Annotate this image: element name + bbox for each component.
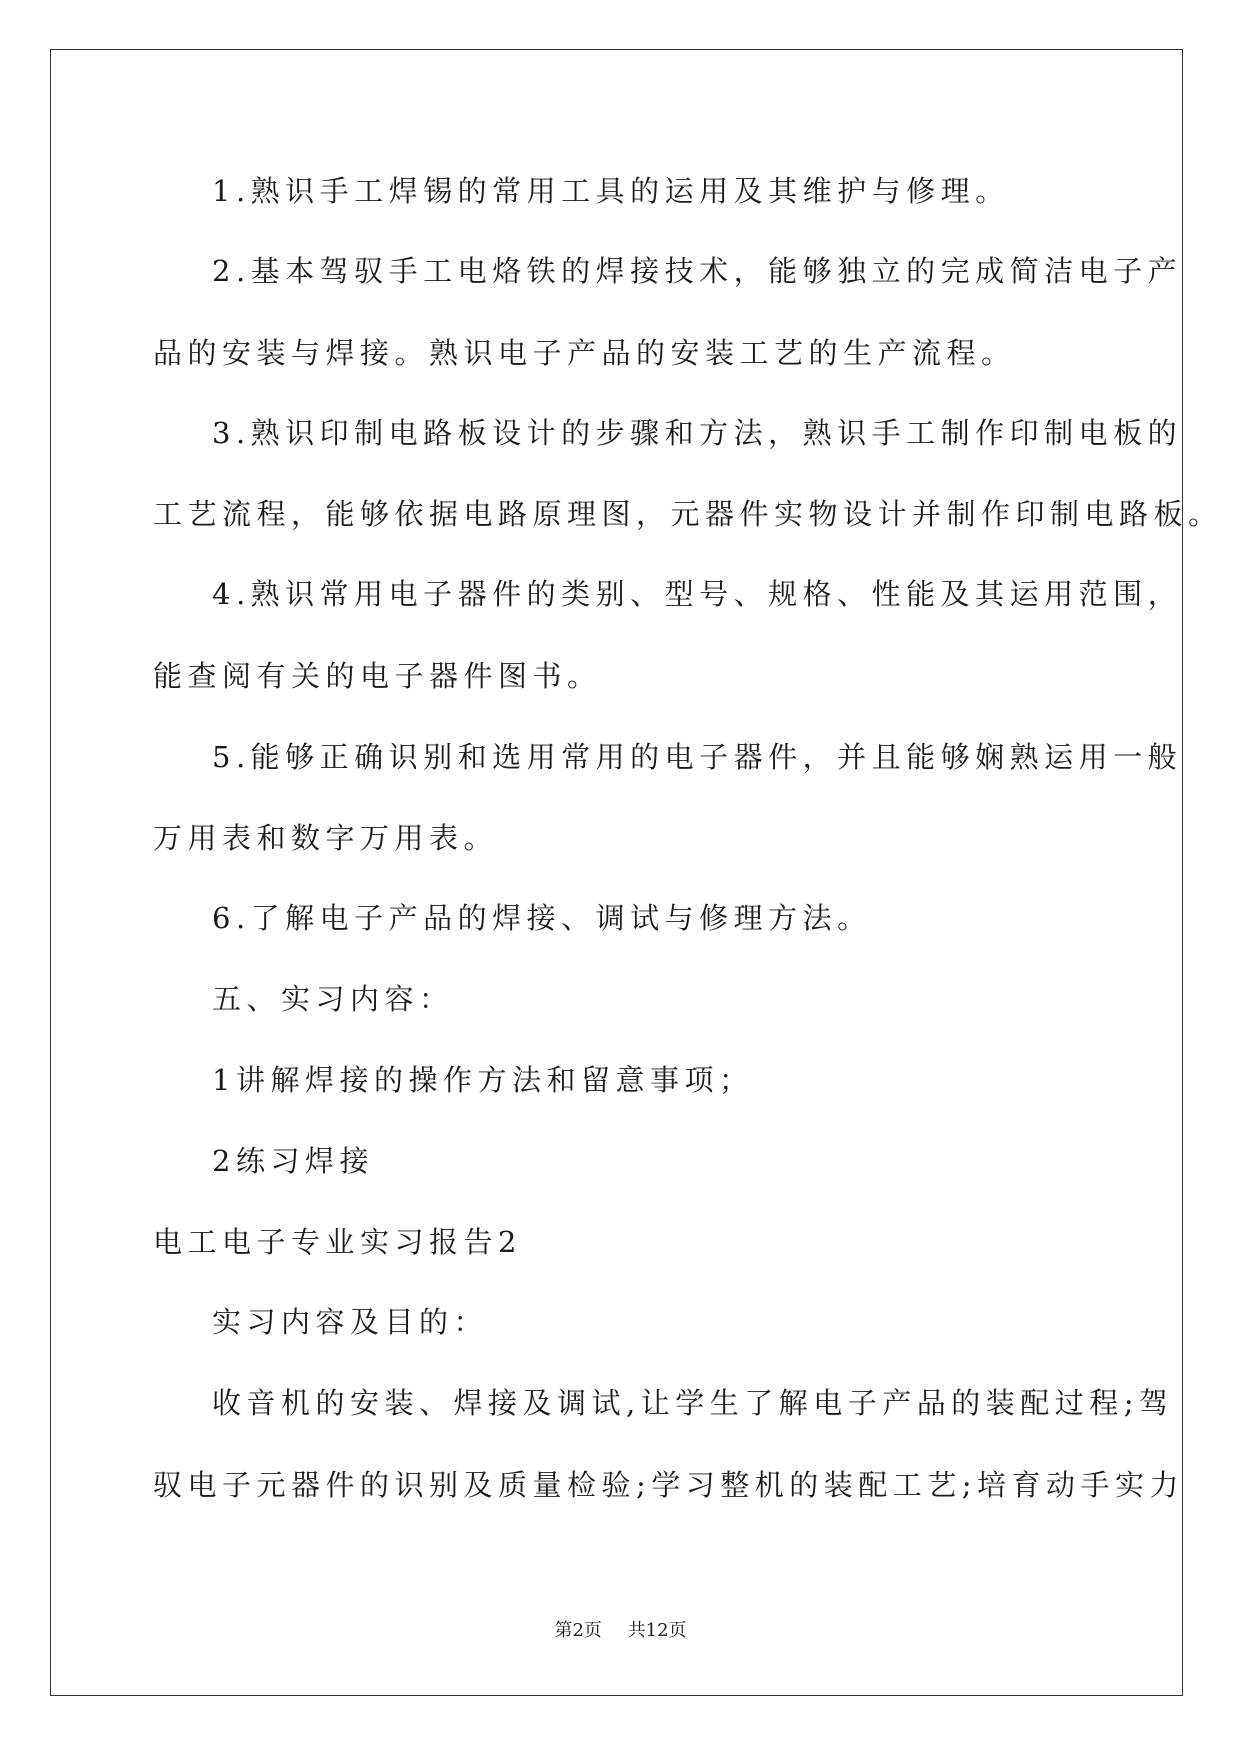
paragraph-line: 驭电子元器件的识别及质量检验;学习整机的装配工艺;培育动手实力	[153, 1468, 1185, 1502]
paragraph-line: 1.熟识手工焊锡的常用工具的运用及其维护与修理。	[212, 174, 1010, 208]
paragraph-line: 能查阅有关的电子器件图书。	[153, 659, 602, 693]
paragraph-line: 万用表和数字万用表。	[153, 821, 499, 855]
paragraph-line: 2.基本驾驭手工电烙铁的焊接技术，能够独立的完成简洁电子产	[212, 254, 1183, 288]
paragraph-line: 3.熟识印制电路板设计的步骤和方法，熟识手工制作印制电板的	[212, 416, 1183, 450]
page-number: 第2页	[554, 1620, 602, 1641]
page-footer	[0, 1620, 1241, 1642]
paragraph-line: 收音机的安装、焊接及调试,让学生了解电子产品的装配过程;驾	[212, 1386, 1174, 1420]
paragraph-line: 5.能够正确识别和选用常用的电子器件，并且能够娴熟运用一般	[212, 740, 1183, 774]
paragraph-line: 1讲解焊接的操作方法和留意事项；	[212, 1063, 754, 1097]
page-total: 共12页	[627, 1620, 687, 1641]
paragraph-line: 工艺流程，能够依据电路原理图，元器件实物设计并制作印制电路板。	[153, 497, 1223, 531]
report-title: 电工电子专业实习报告2	[153, 1225, 522, 1259]
paragraph-line: 6.了解电子产品的焊接、调试与修理方法。	[212, 901, 872, 935]
paragraph-line: 2练习焊接	[212, 1144, 374, 1178]
page-border	[50, 49, 1183, 1696]
section-heading: 五、实习内容：	[212, 982, 454, 1016]
section-heading: 实习内容及目的：	[212, 1305, 489, 1339]
paragraph-line: 品的安装与焊接。熟识电子产品的安装工艺的生产流程。	[153, 336, 1016, 370]
paragraph-line: 4.熟识常用电子器件的类别、型号、规格、性能及其运用范围，	[212, 577, 1183, 611]
